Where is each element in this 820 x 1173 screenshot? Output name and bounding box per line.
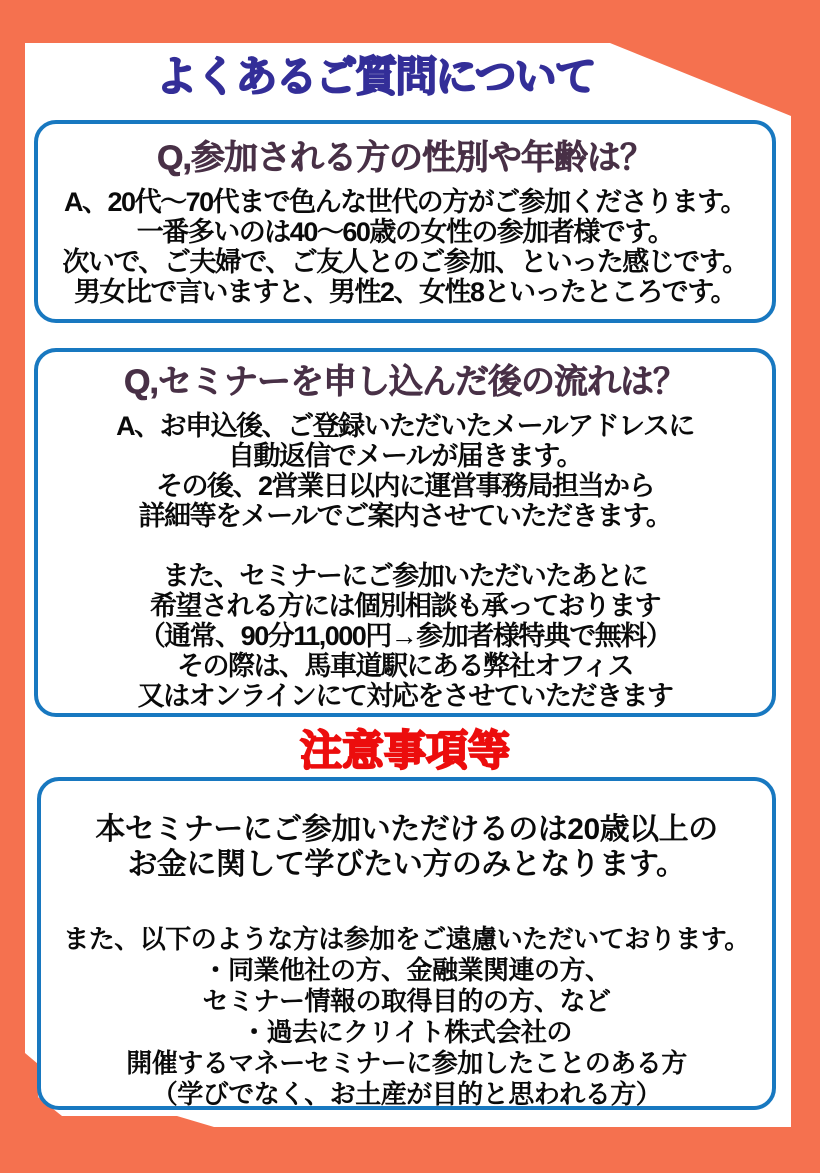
answer-line: 次いで、ご夫婦で、ご友人とのご参加、といった感じです。 — [62, 247, 748, 277]
faq-card-attendees — [34, 120, 776, 323]
answer-line: 又はオンラインにて対応をさせていただきます — [137, 681, 673, 711]
notice-line: 本セミナーにご参加いただけるのは20歳以上の — [95, 813, 718, 846]
page-title: よくあるご質問について — [155, 53, 595, 100]
notice-line: お金に関して学びたい方のみとなります。 — [127, 848, 686, 881]
answer-line: 男女比で言いますと、男性2、女性8といったところです。 — [73, 277, 737, 307]
notice-heading: 注意事項等 — [299, 727, 510, 774]
notice-main-text — [41, 812, 772, 882]
notice-card — [37, 777, 776, 1110]
notice-line: ・同業他社の方、金融業関連の方、 — [202, 955, 611, 985]
answer-line: その後、2営業日以内に運営事務局担当から — [155, 471, 654, 501]
answer-text — [38, 411, 772, 531]
answer-line: （通常、90分11,000円→参加者様特典で無料） — [138, 621, 672, 651]
question-heading: Q,セミナーを申し込んだ後の流れは？ — [124, 363, 686, 401]
answer-text-consultation — [38, 561, 772, 711]
question-heading: Q,参加される方の性別や年齢は？ — [157, 139, 653, 177]
answer-line: 希望される方には個別相談も承っております — [150, 591, 660, 621]
notice-line: ・過去にクリイト株式会社の — [241, 1017, 572, 1047]
notice-line: セミナー情報の取得目的の方、など — [202, 986, 611, 1016]
faq-card-after-apply — [34, 348, 776, 717]
answer-text — [38, 187, 772, 307]
notice-detail-text — [41, 924, 772, 1110]
answer-line: A、お申込後、ご登録いただいたメールアドレスに — [116, 411, 694, 441]
notice-line: （学びでなく、お土産が目的と思われる方） — [151, 1079, 662, 1109]
notice-line: また、以下のような方は参加をご遠慮いただいております。 — [63, 924, 750, 954]
answer-line: 自動返信でメールが届きます。 — [227, 441, 583, 471]
answer-line: A、20代～70代まで色んな世代の方がご参加くださります。 — [64, 187, 746, 217]
answer-line: その際は、馬車道駅にある弊社オフィス — [176, 651, 634, 681]
answer-line: また、セミナーにご参加いただいたあとに — [162, 561, 648, 591]
answer-line: 詳細等をメールでご案内させていただきます。 — [138, 501, 672, 531]
answer-line: 一番多いのは40～60歳の女性の参加者様です。 — [136, 217, 674, 247]
notice-line: 開催するマネーセミナーに参加したことのある方 — [126, 1048, 687, 1078]
